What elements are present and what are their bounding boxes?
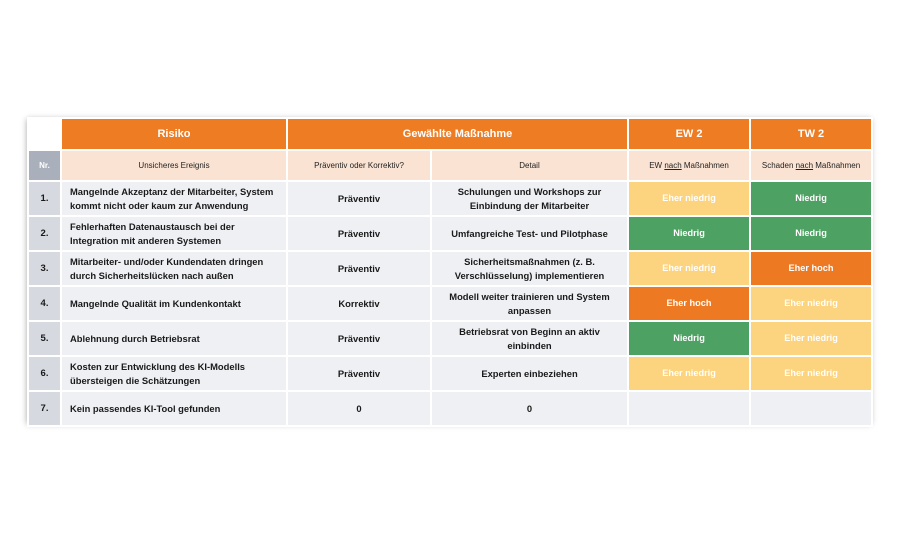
row-detail: Betriebsrat von Beginn an aktiv einbinden [431,321,628,356]
row-tw-rating [750,391,872,426]
subheader-detail: Detail [431,150,628,181]
row-ew-rating: Eher hoch [628,286,750,321]
row-ew-rating: Eher niedrig [628,356,750,391]
row-tw-rating: Niedrig [750,216,872,251]
header-risk: Risiko [61,118,287,150]
subheader-tw-underline: nach [795,161,814,170]
risk-table [27,117,873,427]
subheader-tw [750,150,872,181]
subheader-ew-post: Maßnahmen [681,161,729,170]
table-row [28,286,872,321]
row-ew-rating [628,391,750,426]
table-row [28,251,872,286]
row-type: Präventiv [287,356,431,391]
table-row [28,321,872,356]
header-row [28,118,872,150]
row-event: Fehlerhaften Datenaustausch bei der Integration mit anderen Systemen [61,216,287,251]
row-detail: Umfangreiche Test- und Pilotphase [431,216,628,251]
subheader-tw-post: Maßnahmen [813,161,861,170]
row-detail: Modell weiter trainieren und System anpassen [431,286,628,321]
row-event: Mangelnde Akzeptanz der Mitarbeiter, System kommt nicht oder kaum zur Anwendung [61,181,287,216]
header-ew: EW 2 [628,118,750,150]
row-number: 4. [28,286,61,321]
row-event: Kosten zur Entwicklung des KI-Modells übersteigen die Schätzungen [61,356,287,391]
header-blank-cell [28,118,61,150]
row-event: Kein passendes KI-Tool gefunden [61,391,287,426]
row-tw-rating: Niedrig [750,181,872,216]
subheader-tw-pre: Schaden [761,161,796,170]
row-detail: Schulungen und Workshops zur Einbindung der Mitarbeiter [431,181,628,216]
subheader-ew-underline: nach [664,161,682,170]
row-number: 2. [28,216,61,251]
subheader-row [28,150,872,181]
row-ew-rating: Eher niedrig [628,251,750,286]
row-type: 0 [287,391,431,426]
row-number: 6. [28,356,61,391]
header-measure: Gewählte Maßnahme [287,118,628,150]
table-row [28,356,872,391]
row-number: 1. [28,181,61,216]
row-type: Korrektiv [287,286,431,321]
row-tw-rating: Eher niedrig [750,286,872,321]
table-row [28,216,872,251]
row-detail: Experten einbeziehen [431,356,628,391]
subheader-type: Präventiv oder Korrektiv? [287,150,431,181]
row-ew-rating: Niedrig [628,321,750,356]
subheader-ew [628,150,750,181]
subheader-event: Unsicheres Ereignis [61,150,287,181]
table-row [28,391,872,426]
header-tw: TW 2 [750,118,872,150]
row-number: 7. [28,391,61,426]
row-tw-rating: Eher hoch [750,251,872,286]
row-tw-rating: Eher niedrig [750,321,872,356]
row-detail: 0 [431,391,628,426]
row-event: Ablehnung durch Betriebsrat [61,321,287,356]
row-tw-rating: Eher niedrig [750,356,872,391]
row-type: Präventiv [287,216,431,251]
subheader-nr: Nr. [28,150,61,181]
table-row [28,181,872,216]
row-type: Präventiv [287,181,431,216]
risk-table-container [27,117,871,422]
row-number: 3. [28,251,61,286]
row-ew-rating: Niedrig [628,216,750,251]
row-ew-rating: Eher niedrig [628,181,750,216]
row-detail: Sicherheitsmaßnahmen (z. B. Verschlüsselung) implementieren [431,251,628,286]
row-event: Mitarbeiter- und/oder Kundendaten dringen durch Sicherheitslücken nach außen [61,251,287,286]
subheader-ew-pre: EW [649,161,665,170]
row-type: Präventiv [287,251,431,286]
row-event: Mangelnde Qualität im Kundenkontakt [61,286,287,321]
row-number: 5. [28,321,61,356]
row-type: Präventiv [287,321,431,356]
